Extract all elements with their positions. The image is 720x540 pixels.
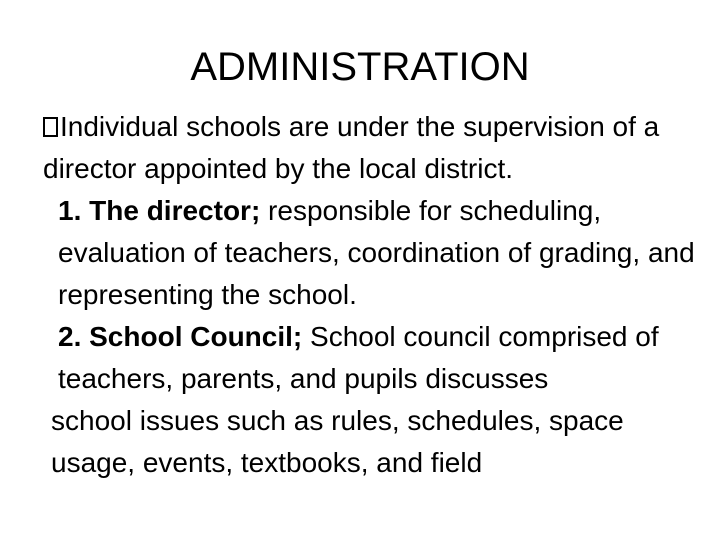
slide-body xyxy=(43,106,703,484)
intro-text: Individual schools are under the supervision of a director appointed by the local district. xyxy=(43,111,660,184)
item-school-council-label: 2. School Council; xyxy=(58,321,303,352)
item-school-council xyxy=(43,316,703,400)
slide-title xyxy=(0,40,720,94)
intro-paragraph xyxy=(43,106,703,190)
missing-glyph-bullet-icon xyxy=(43,117,58,137)
item-director-text: responsible for scheduling, evaluation of teachers, coordination of grading, and representing the school. xyxy=(58,195,695,310)
continuation-paragraph xyxy=(43,400,703,484)
item-school-council-text: School council comprised of teachers, parents, and pupils discusses xyxy=(58,321,659,394)
continuation-text: school issues such as rules, schedules, space usage, events, textbooks, and field xyxy=(51,405,624,478)
slide-title-text: ADMINISTRATION xyxy=(190,45,530,89)
item-director-label: 1. The director; xyxy=(58,195,261,226)
item-director xyxy=(43,190,703,316)
